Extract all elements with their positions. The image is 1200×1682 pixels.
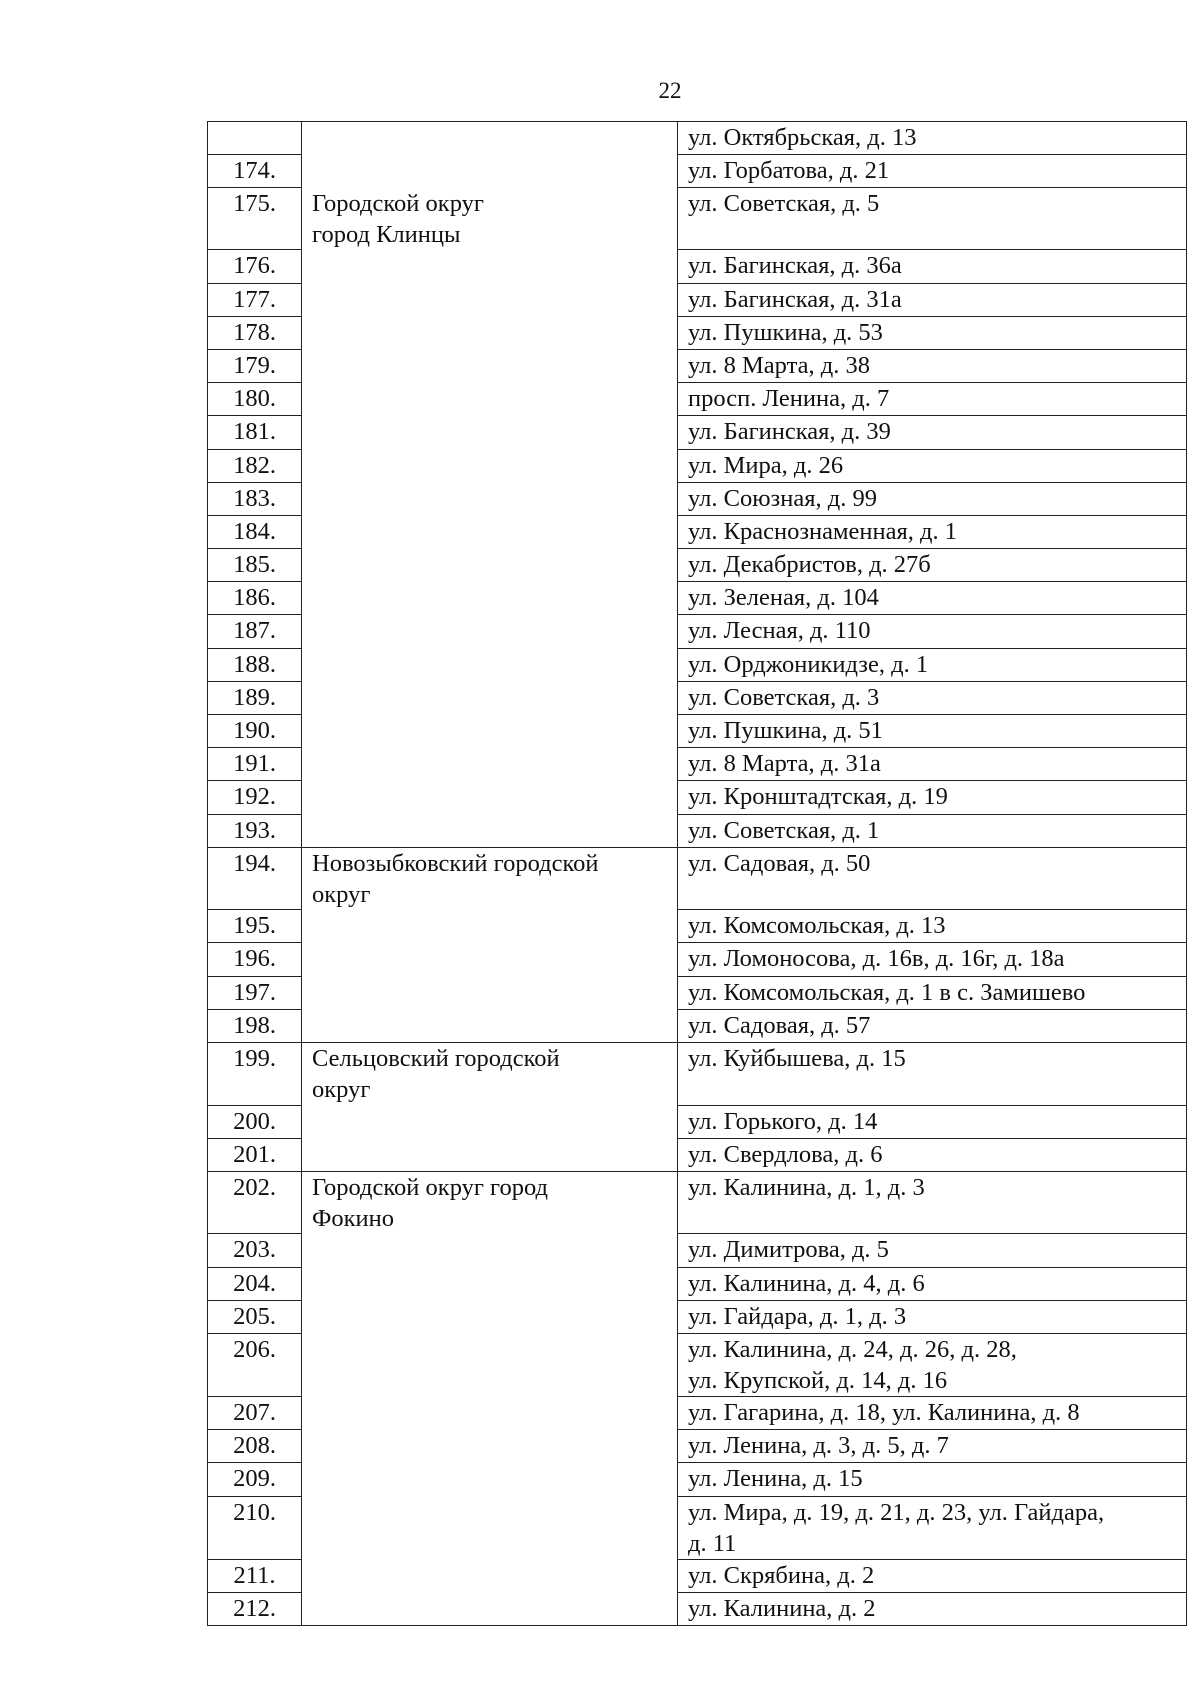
- district-cell: [302, 814, 678, 847]
- row-number: 198.: [208, 1009, 302, 1042]
- table-row: [208, 349, 1187, 382]
- address-cell: ул. Садовая, д. 57: [678, 1009, 1187, 1042]
- address-cell: ул. Ломоносова, д. 16в, д. 16г, д. 18а: [678, 943, 1187, 976]
- district-cell: [302, 1009, 678, 1042]
- row-number: 189.: [208, 681, 302, 714]
- district-cell: [302, 976, 678, 1009]
- row-number: 212.: [208, 1592, 302, 1625]
- district-cell: [302, 681, 678, 714]
- district-cell: [302, 1430, 678, 1463]
- district-cell: [302, 1234, 678, 1267]
- table-row: [208, 482, 1187, 515]
- row-number: 206.: [208, 1333, 302, 1396]
- district-cell: [302, 283, 678, 316]
- row-number: 187.: [208, 615, 302, 648]
- table-row: [208, 582, 1187, 615]
- table-row: [208, 283, 1187, 316]
- table-row: [208, 155, 1187, 188]
- table-row: [208, 847, 1187, 910]
- table-row: [208, 1463, 1187, 1496]
- address-cell: ул. Гагарина, д. 18, ул. Калинина, д. 8: [678, 1396, 1187, 1429]
- address-cell: ул. Зеленая, д. 104: [678, 582, 1187, 615]
- address-cell: ул. Горбатова, д. 21: [678, 155, 1187, 188]
- table-body: [208, 122, 1187, 1626]
- district-cell: [302, 549, 678, 582]
- row-number: 177.: [208, 283, 302, 316]
- district-cell: [302, 781, 678, 814]
- address-cell: ул. Ленина, д. 3, д. 5, д. 7: [678, 1430, 1187, 1463]
- district-cell: [302, 715, 678, 748]
- row-number: 197.: [208, 976, 302, 1009]
- table-row: [208, 1300, 1187, 1333]
- row-number: 175.: [208, 188, 302, 250]
- district-cell: [302, 416, 678, 449]
- district-cell: [302, 943, 678, 976]
- row-number: 176.: [208, 250, 302, 283]
- table-row: [208, 416, 1187, 449]
- row-number: 209.: [208, 1463, 302, 1496]
- table-row: [208, 715, 1187, 748]
- district-cell: [302, 648, 678, 681]
- address-cell: ул. Октябрьская, д. 13: [678, 122, 1187, 155]
- address-cell: ул. Советская, д. 1: [678, 814, 1187, 847]
- table-row: [208, 1267, 1187, 1300]
- table-row: [208, 549, 1187, 582]
- row-number: 200.: [208, 1105, 302, 1138]
- table-row: [208, 1396, 1187, 1429]
- district-cell: [302, 1267, 678, 1300]
- district-cell: [302, 582, 678, 615]
- district-cell: [302, 748, 678, 781]
- table-row: [208, 681, 1187, 714]
- address-cell: ул. Орджоникидзе, д. 1: [678, 648, 1187, 681]
- row-number: 174.: [208, 155, 302, 188]
- table-row: [208, 814, 1187, 847]
- district-cell: [302, 1300, 678, 1333]
- address-cell: ул. Калинина, д. 24, д. 26, д. 28, ул. Крупской, д. 14, д. 16: [678, 1333, 1187, 1396]
- row-number: 205.: [208, 1300, 302, 1333]
- address-cell: ул. Ленина, д. 15: [678, 1463, 1187, 1496]
- district-cell: [302, 449, 678, 482]
- address-cell: просп. Ленина, д. 7: [678, 383, 1187, 416]
- district-cell: [302, 349, 678, 382]
- district-cell: [302, 250, 678, 283]
- row-number: 180.: [208, 383, 302, 416]
- district-cell: [302, 316, 678, 349]
- address-cell: ул. Советская, д. 3: [678, 681, 1187, 714]
- table-row: [208, 316, 1187, 349]
- district-cell: Новозыбковский городской округ: [302, 847, 678, 910]
- address-cell: ул. Куйбышева, д. 15: [678, 1043, 1187, 1106]
- address-cell: ул. Багинская, д. 31а: [678, 283, 1187, 316]
- district-cell: [302, 1559, 678, 1592]
- table-row: [208, 1592, 1187, 1625]
- address-cell: ул. Комсомольская, д. 1 в с. Замишево: [678, 976, 1187, 1009]
- address-cell: ул. Димитрова, д. 5: [678, 1234, 1187, 1267]
- address-cell: ул. Мира, д. 19, д. 21, д. 23, ул. Гайдара, д. 11: [678, 1496, 1187, 1559]
- address-cell: ул. Калинина, д. 1, д. 3: [678, 1171, 1187, 1234]
- table-row: [208, 515, 1187, 548]
- address-cell: ул. Свердлова, д. 6: [678, 1138, 1187, 1171]
- district-cell: [302, 1463, 678, 1496]
- table-row: [208, 1105, 1187, 1138]
- address-table: [207, 121, 1187, 1626]
- row-number: 185.: [208, 549, 302, 582]
- row-number: 195.: [208, 910, 302, 943]
- table-row: [208, 449, 1187, 482]
- table-row: [208, 1138, 1187, 1171]
- row-number: 191.: [208, 748, 302, 781]
- district-cell: [302, 1333, 678, 1396]
- district-cell: Городской округ город Клинцы: [302, 188, 678, 250]
- table-row: [208, 910, 1187, 943]
- row-number: 192.: [208, 781, 302, 814]
- address-cell: ул. Комсомольская, д. 13: [678, 910, 1187, 943]
- row-number: 179.: [208, 349, 302, 382]
- address-cell: ул. Садовая, д. 50: [678, 847, 1187, 910]
- address-cell: ул. Багинская, д. 39: [678, 416, 1187, 449]
- district-cell: Городской округ город Фокино: [302, 1171, 678, 1234]
- table-row: [208, 1496, 1187, 1559]
- district-cell: [302, 1496, 678, 1559]
- address-cell: ул. Краснознаменная, д. 1: [678, 515, 1187, 548]
- row-number: 188.: [208, 648, 302, 681]
- district-cell: [302, 910, 678, 943]
- address-cell: ул. Скрябина, д. 2: [678, 1559, 1187, 1592]
- address-cell: ул. Пушкина, д. 51: [678, 715, 1187, 748]
- row-number: 203.: [208, 1234, 302, 1267]
- address-cell: ул. Гайдара, д. 1, д. 3: [678, 1300, 1187, 1333]
- row-number: 199.: [208, 1043, 302, 1106]
- district-cell: [302, 482, 678, 515]
- district-cell: Сельцовский городской округ: [302, 1043, 678, 1106]
- table-row: [208, 122, 1187, 155]
- table-row: [208, 976, 1187, 1009]
- address-cell: ул. Багинская, д. 36а: [678, 250, 1187, 283]
- district-cell: [302, 515, 678, 548]
- district-cell: [302, 1396, 678, 1429]
- address-cell: ул. Калинина, д. 2: [678, 1592, 1187, 1625]
- address-cell: ул. Мира, д. 26: [678, 449, 1187, 482]
- row-number: 183.: [208, 482, 302, 515]
- row-number: 193.: [208, 814, 302, 847]
- row-number: 194.: [208, 847, 302, 910]
- address-cell: ул. 8 Марта, д. 38: [678, 349, 1187, 382]
- table-row: [208, 1559, 1187, 1592]
- row-number: 181.: [208, 416, 302, 449]
- address-cell: ул. Декабристов, д. 27б: [678, 549, 1187, 582]
- district-cell: [302, 1138, 678, 1171]
- table-row: [208, 383, 1187, 416]
- district-cell: [302, 615, 678, 648]
- address-cell: ул. 8 Марта, д. 31а: [678, 748, 1187, 781]
- row-number: 190.: [208, 715, 302, 748]
- row-number: 211.: [208, 1559, 302, 1592]
- table-row: [208, 648, 1187, 681]
- row-number: 204.: [208, 1267, 302, 1300]
- table-row: [208, 781, 1187, 814]
- row-number: 178.: [208, 316, 302, 349]
- table-row: [208, 250, 1187, 283]
- district-cell: [302, 1105, 678, 1138]
- district-cell: [302, 383, 678, 416]
- address-cell: ул. Калинина, д. 4, д. 6: [678, 1267, 1187, 1300]
- row-number: 202.: [208, 1171, 302, 1234]
- address-cell: ул. Пушкина, д. 53: [678, 316, 1187, 349]
- table-row: [208, 1430, 1187, 1463]
- row-number: 186.: [208, 582, 302, 615]
- row-number: 182.: [208, 449, 302, 482]
- row-number: 210.: [208, 1496, 302, 1559]
- table-row: [208, 1043, 1187, 1106]
- row-number: [208, 122, 302, 155]
- address-cell: ул. Кронштадтская, д. 19: [678, 781, 1187, 814]
- row-number: 208.: [208, 1430, 302, 1463]
- table-row: [208, 188, 1187, 250]
- table-row: [208, 615, 1187, 648]
- table-row: [208, 748, 1187, 781]
- table-row: [208, 1171, 1187, 1234]
- table-row: [208, 1234, 1187, 1267]
- address-cell: ул. Лесная, д. 110: [678, 615, 1187, 648]
- address-cell: ул. Союзная, д. 99: [678, 482, 1187, 515]
- address-cell: ул. Горького, д. 14: [678, 1105, 1187, 1138]
- row-number: 196.: [208, 943, 302, 976]
- district-cell: [302, 155, 678, 188]
- row-number: 201.: [208, 1138, 302, 1171]
- address-cell: ул. Советская, д. 5: [678, 188, 1187, 250]
- page-number: 22: [658, 78, 682, 103]
- table-row: [208, 1009, 1187, 1042]
- row-number: 184.: [208, 515, 302, 548]
- district-cell: [302, 1592, 678, 1625]
- table-row: [208, 1333, 1187, 1396]
- table-row: [208, 943, 1187, 976]
- district-cell: [302, 122, 678, 155]
- row-number: 207.: [208, 1396, 302, 1429]
